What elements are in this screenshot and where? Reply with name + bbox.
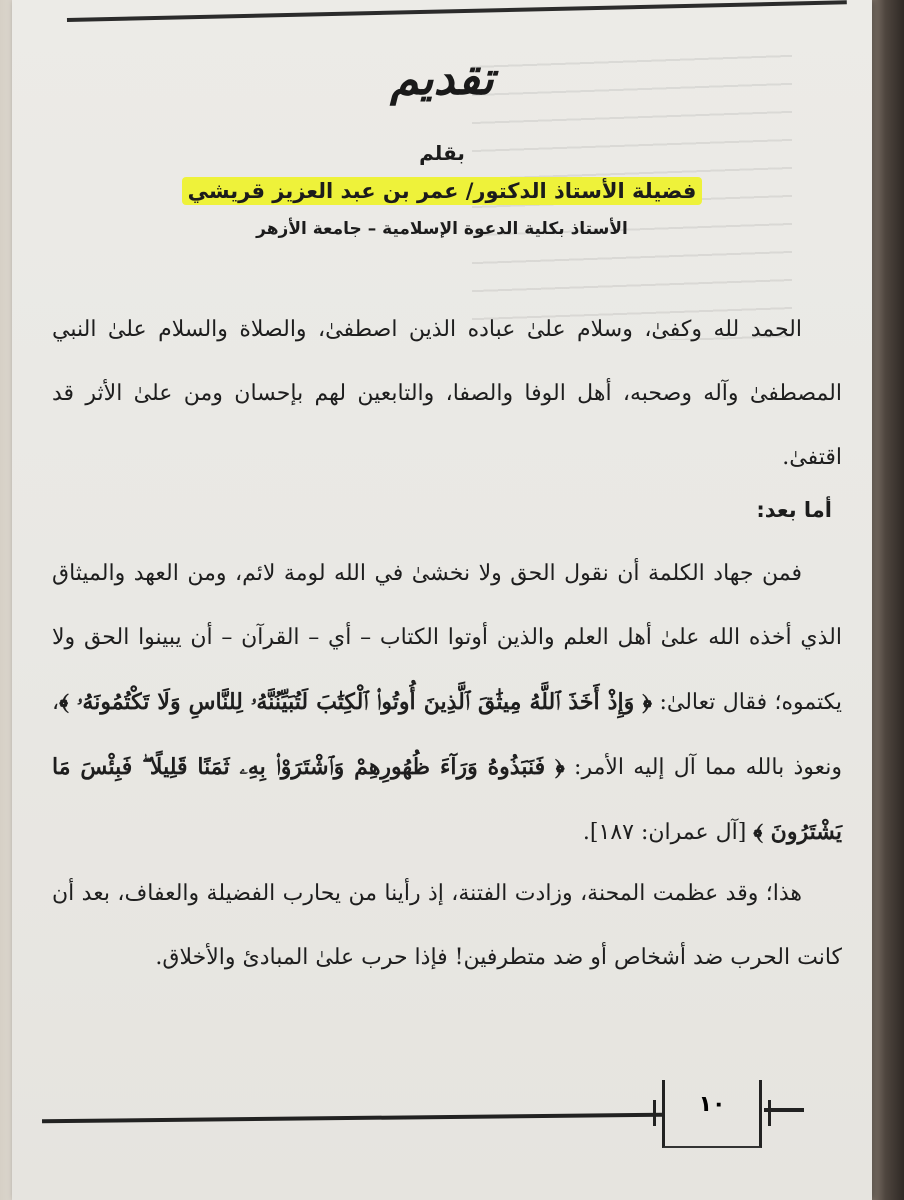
paragraph-text: الحمد لله وكفىٰ، وسلام علىٰ عباده الذين اصطفىٰ، والصلاة والسلام علىٰ النبي المصطفىٰ وآله وصحبه، أهل الوفا والصفا، والتابعين لهم بإحسان ومن علىٰ الأثر قد اقتفىٰ. bbox=[52, 317, 842, 470]
text-run: فمن جهاد الكلمة أن نقول الحق ولا نخشىٰ في الله لومة لائم، ومن العهد والميثاق الذي أخذه الله علىٰ أهل العلم والذين أوتوا الكتاب – أي – القرآن – أن يبينوا الحق ولا يكتموه؛ فقال تعالىٰ: bbox=[52, 561, 843, 715]
highlighted-author-name: فضيلة الأستاذ الدكتور/ عمر بن عبد العزيز قريشي bbox=[182, 177, 703, 205]
page-number-frame bbox=[662, 1080, 762, 1148]
text-run: ، ونعوذ بالله مما آل إليه الأمر: bbox=[52, 690, 842, 780]
table-surface bbox=[870, 0, 904, 1200]
author-line bbox=[12, 176, 872, 206]
paragraph-trial bbox=[52, 862, 842, 990]
quran-verse-quote: ﴿ فَنَبَذُوهُ وَرَآءَ ظُهُورِهِمْ وَٱشْتَرَوْا۟ بِهِۦ ثَمَنًا قَلِيلًا ۖ فَبِئْسَ مَا يَشْتَرُونَ ﴾ bbox=[52, 754, 842, 845]
heading-text: أما بعد: bbox=[756, 498, 832, 522]
paragraph-text bbox=[52, 542, 842, 865]
book-page bbox=[12, 0, 872, 1200]
verse-citation: [آل عمران: ١٨٧]. bbox=[582, 820, 754, 845]
paragraph-text: هذا؛ وقد عظمت المحنة، وزادت الفتنة، إذ رأينا من يحارب الفضيلة والعفاف، بعد أن كانت الحرب ضد أشخاص أو ضد متطرفين! فإذا حرب علىٰ المبادئ والأخلاق. bbox=[52, 881, 842, 970]
paragraph-duty bbox=[52, 542, 842, 865]
paragraph-praise bbox=[52, 298, 842, 490]
quran-verse-quote: ﴿ وَإِذْ أَخَذَ ٱللَّهُ مِيثَٰقَ ٱلَّذِينَ أُوتُوا۟ ٱلْكِتَٰبَ لَتُبَيِّنُنَّهُۥ لِلنَّاسِ وَلَا تَكْتُمُونَهُۥ ﴾ bbox=[59, 689, 653, 715]
page-title: تقديم bbox=[390, 51, 494, 105]
page-content bbox=[12, 0, 872, 1200]
byline: بقلم bbox=[419, 141, 465, 165]
page-number: ١٠ bbox=[698, 1092, 726, 1117]
section-heading bbox=[12, 490, 832, 530]
author-affiliation: الأستاذ بكلية الدعوة الإسلامية – جامعة الأزهر bbox=[256, 219, 628, 239]
